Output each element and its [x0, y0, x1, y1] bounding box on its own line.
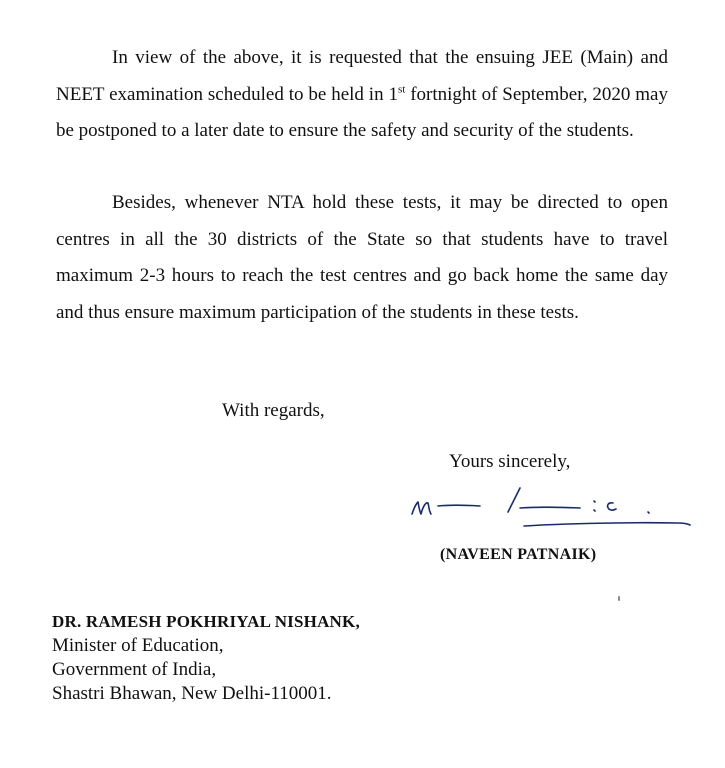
- paragraph1-text-end: fortnight of September, 2020 may be postponed to a later date to ensure the safety and security of the students.: [56, 83, 668, 141]
- paragraph-test-centres: [56, 185, 668, 331]
- addressee-name: DR. RAMESH POKHRIYAL NISHANK,: [52, 612, 360, 631]
- addressee-block: [52, 610, 360, 706]
- closing-line: Yours sincerely,: [449, 451, 571, 472]
- handwritten-signature: [408, 484, 698, 536]
- stray-mark: [618, 596, 620, 601]
- paragraph-postponement-request: [56, 40, 668, 150]
- addressee-address: Shastri Bhawan, New Delhi-110001.: [52, 683, 332, 704]
- paragraph2-text: Besides, whenever NTA hold these tests, it may be directed to open centres in all the 30 districts of the State so that students have to travel maximum 2-3 hours to reach the test centres and go back home the same day and thus ensure maximum participation of the students in these tests.: [56, 192, 668, 323]
- addressee-title: Minister of Education,: [52, 635, 224, 656]
- regards-line: With regards,: [222, 400, 325, 421]
- signer-name: (NAVEEN PATNAIK): [440, 546, 597, 563]
- paragraph1-text-start: In view of the above, it is requested that the ensuing JEE (Main) and NEET examination scheduled to be held in 1: [56, 47, 668, 105]
- addressee-organization: Government of India,: [52, 659, 217, 680]
- ordinal-superscript: st: [397, 83, 406, 96]
